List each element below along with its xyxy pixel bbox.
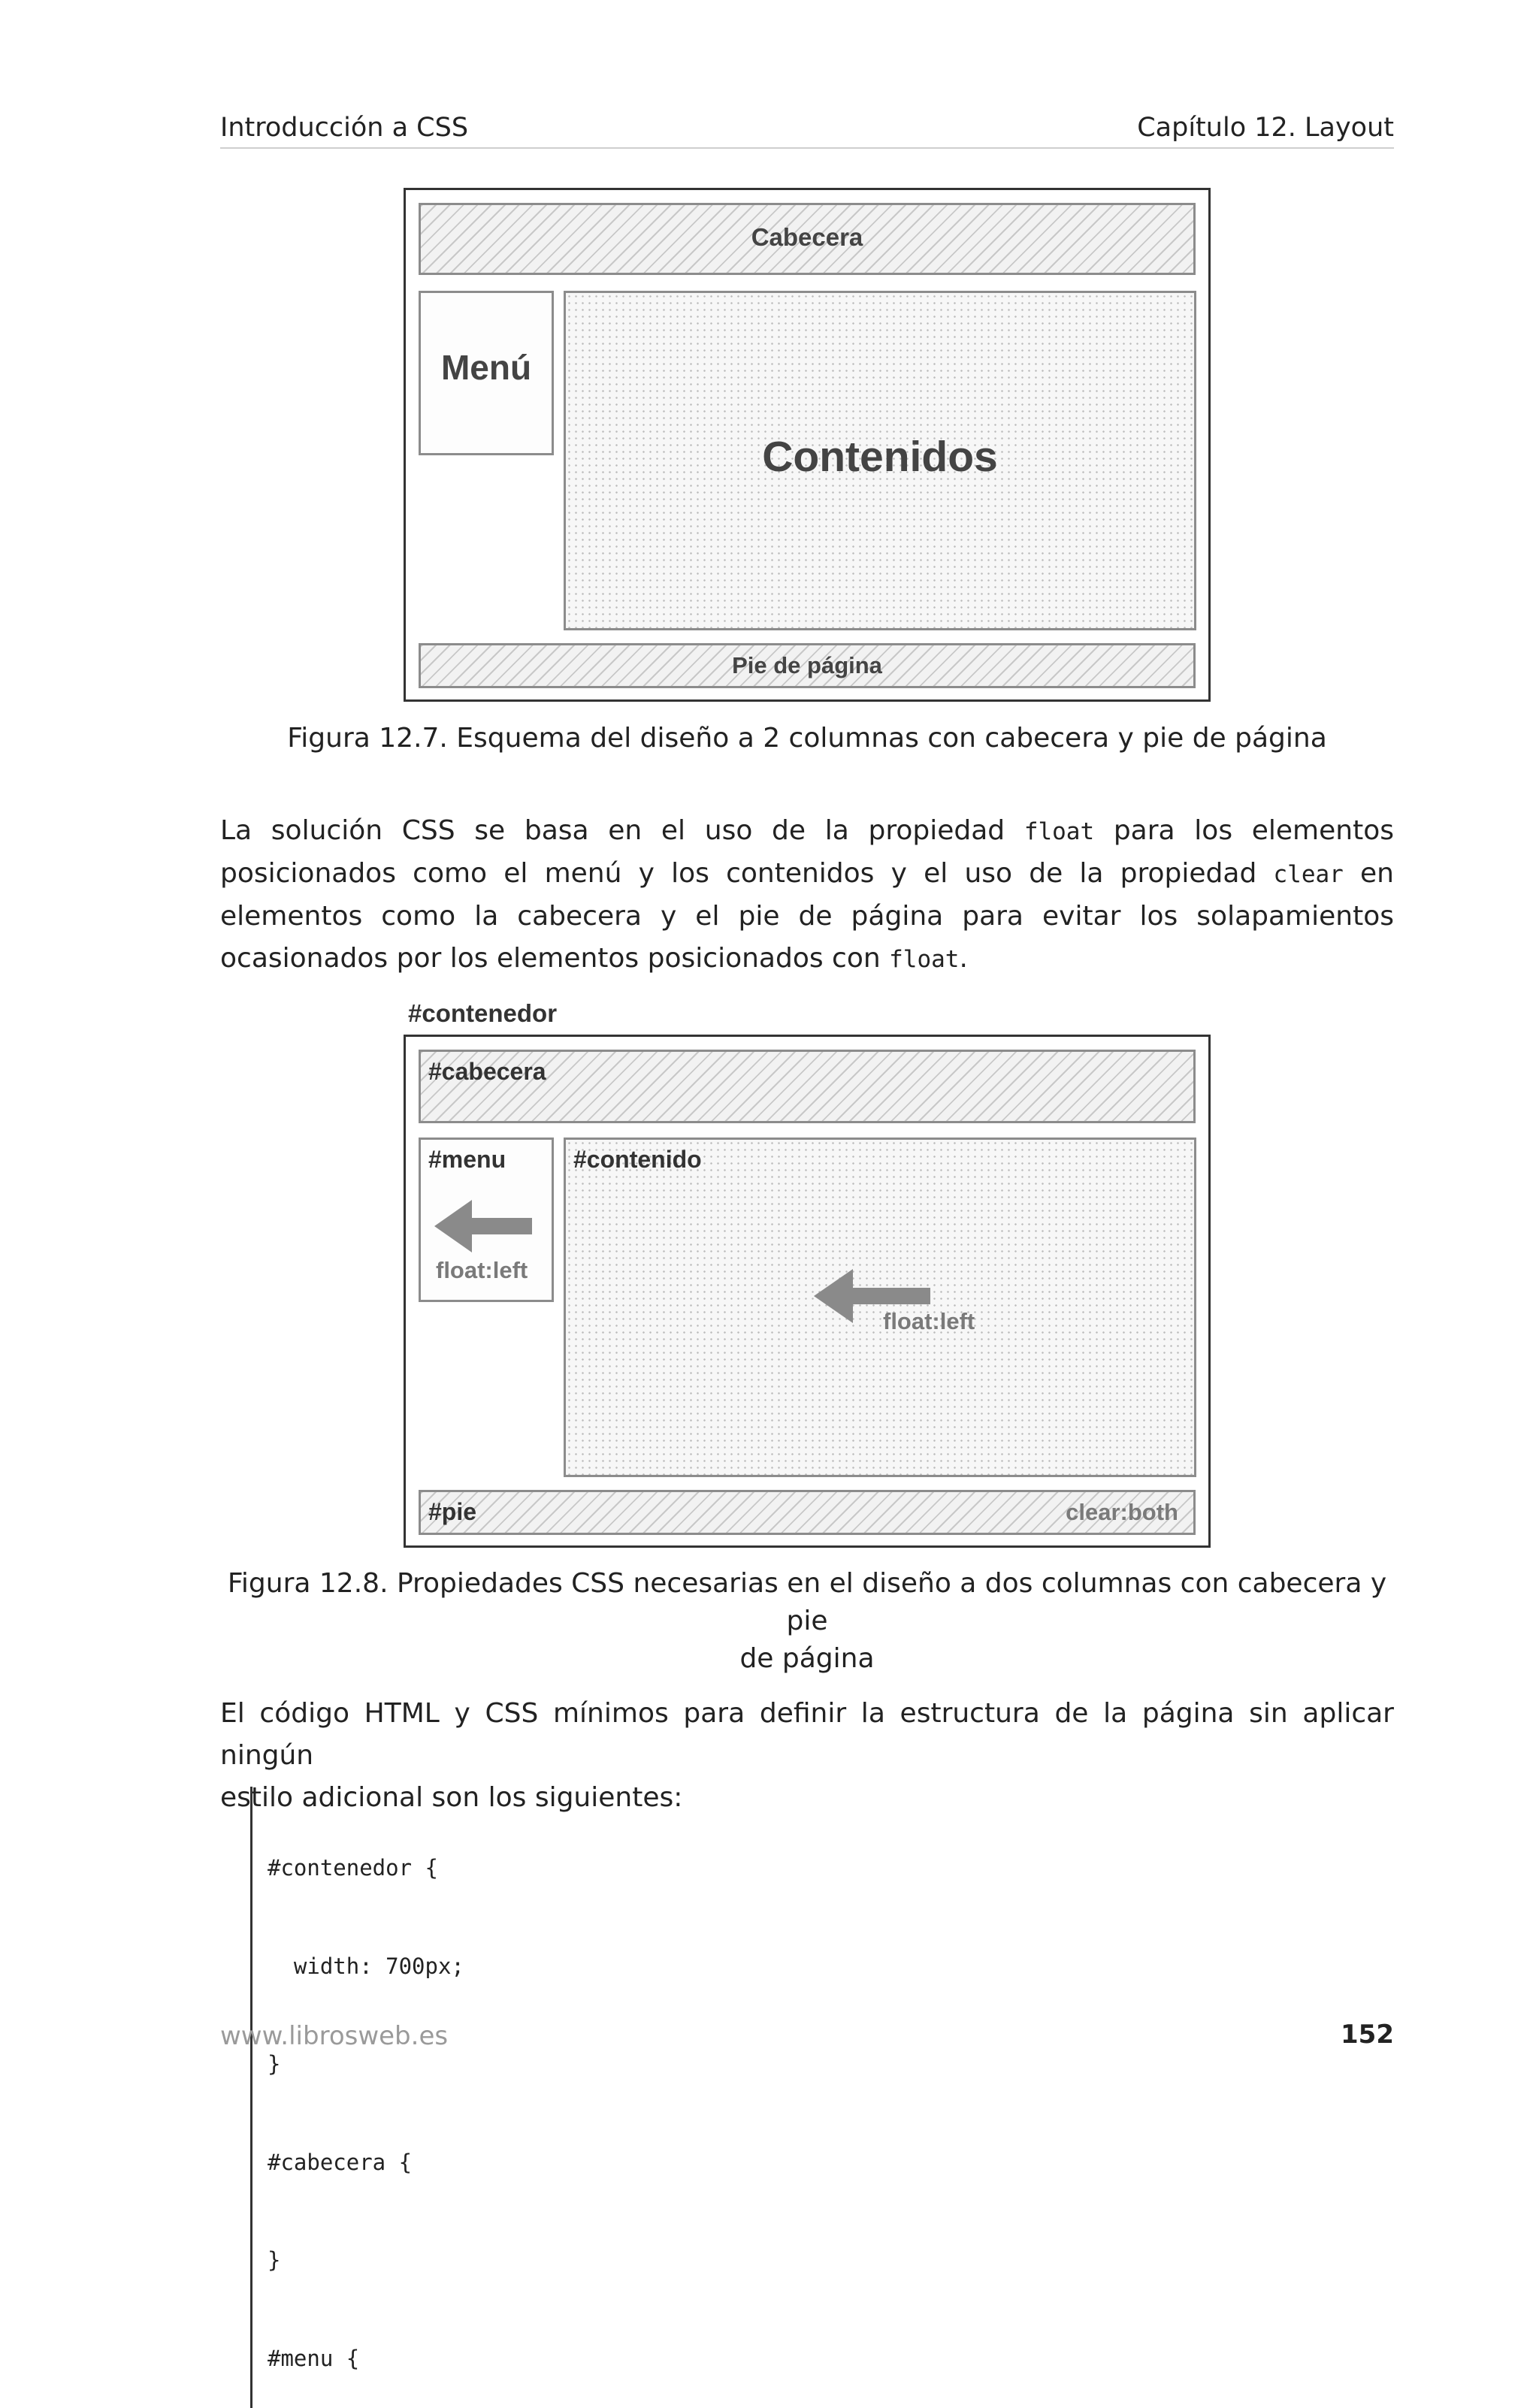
fig2-content-box xyxy=(564,1138,1196,1477)
figure-12-8-caption xyxy=(220,1565,1394,1678)
code-block xyxy=(250,1787,1392,2408)
figure-12-7 xyxy=(404,188,1211,702)
inline-code-clear: clear xyxy=(1273,861,1344,888)
fig2-footer-box xyxy=(419,1490,1196,1535)
caption-line: de página xyxy=(739,1643,875,1674)
code-line: } xyxy=(268,2247,281,2273)
running-header-chapter: Capítulo 12. Layout xyxy=(1137,113,1394,143)
code-line: width: 700px; xyxy=(268,1953,464,1979)
fig1-menu-box xyxy=(419,291,554,455)
fig2-header-label: #cabecera xyxy=(428,1058,546,1085)
code-line: #menu { xyxy=(268,2345,360,2371)
fig1-header-box xyxy=(419,203,1196,275)
figure-12-8 xyxy=(404,1035,1211,1548)
paragraph-float-clear xyxy=(220,810,1394,980)
fig1-footer-label: Pie de página xyxy=(732,652,882,678)
paragraph-line: El código HTML y CSS mínimos para definir la estructura de la página sin aplicar ningún xyxy=(220,1698,1394,1771)
fig2-footer-clear: clear:both xyxy=(1066,1499,1178,1525)
fig1-content-box xyxy=(564,291,1196,630)
inline-code-float: float xyxy=(1023,818,1095,845)
caption-line: Figura 12.8. Propiedades CSS necesarias en el diseño a dos columnas con cabecera y pie xyxy=(227,1568,1387,1636)
paragraph-text: La solución CSS se basa en el uso de la propiedad xyxy=(220,815,1024,846)
paragraph-text: en elementos como la cabecera y el pie de página para evitar los solapamientos ocasionados por los elementos posicionados con xyxy=(220,858,1394,974)
footer-site-link[interactable]: www.librosweb.es xyxy=(220,2021,449,2051)
paragraph-text: . xyxy=(959,943,968,974)
arrow-left-icon xyxy=(434,1200,532,1252)
fig1-menu-label: Menú xyxy=(440,348,532,387)
fig2-menu-box xyxy=(419,1138,554,1302)
fig2-header-box xyxy=(419,1050,1196,1123)
fig2-menu-float: float:left xyxy=(436,1257,528,1283)
code-line: #cabecera { xyxy=(268,2149,413,2175)
fig2-content-float: float:left xyxy=(883,1308,975,1334)
fig2-container-label: #contenedor xyxy=(408,999,558,1027)
header-divider xyxy=(220,147,1394,149)
code-line: #contenedor { xyxy=(268,1855,438,1881)
code-line: } xyxy=(268,2051,281,2077)
paragraph-text: para los elementos posicionados como el menú y los contenidos y el uso de la propiedad xyxy=(220,815,1394,889)
paragraph-line: estilo adicional son los siguientes: xyxy=(220,1782,683,1813)
fig2-footer-label: #pie xyxy=(428,1498,477,1525)
fig1-content-label: Contenidos xyxy=(762,433,998,481)
fig1-header-label: Cabecera xyxy=(751,223,863,251)
running-header-title: Introducción a CSS xyxy=(220,113,469,143)
fig2-menu-label: #menu xyxy=(428,1146,506,1173)
inline-code-float: float xyxy=(889,946,960,973)
figure-12-7-caption: Figura 12.7. Esquema del diseño a 2 columnas con cabecera y pie de página xyxy=(287,723,1327,754)
page-number: 152 xyxy=(1341,2020,1394,2050)
fig1-footer-box xyxy=(419,643,1196,688)
fig2-content-label: #contenido xyxy=(573,1146,702,1173)
